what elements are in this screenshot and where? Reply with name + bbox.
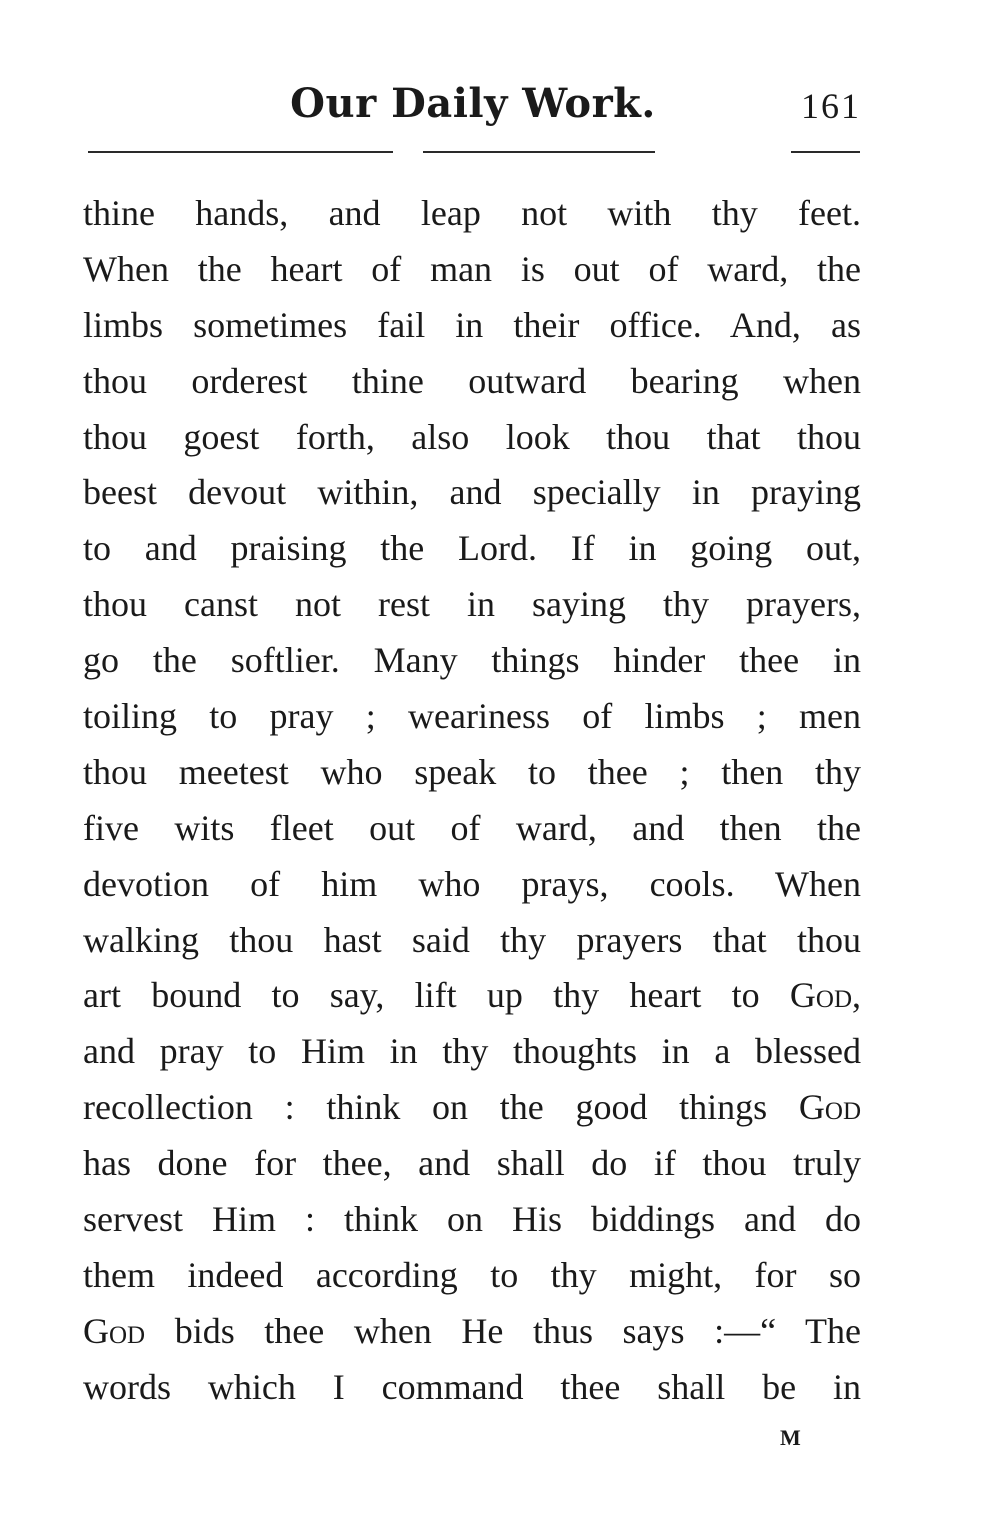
header-rule-segment [791, 151, 860, 153]
text-line: has done for thee, and shall do if thou truly [83, 1143, 861, 1184]
text-line: thou meetest who speak to thee ; then thy [83, 751, 861, 792]
running-title: Our Daily Work. [290, 80, 656, 127]
text-line: toiling to pray ; weariness of limbs ; men [83, 696, 861, 737]
text-line: them indeed according to thy might, for so [83, 1254, 861, 1295]
signature-mark: M [780, 1425, 801, 1450]
text-line: thou canst not rest in saying thy prayers, [83, 584, 861, 625]
text-line: recollection : think on the good things God [83, 1087, 861, 1128]
text-line: five wits fleet out of ward, and then the [83, 807, 861, 848]
running-head [85, 72, 861, 142]
text-line: thou goest forth, also look thou that thou [83, 416, 861, 457]
page-number: 161 [801, 86, 861, 126]
text-line: When the heart of man is out of ward, the [83, 248, 861, 289]
text-line: servest Him : think on His biddings and do [83, 1199, 861, 1240]
small-caps-word: God [798, 1087, 861, 1128]
text-line: beest devout within, and specially in praying [83, 472, 861, 513]
text-line: art bound to say, lift up thy heart to God, [83, 975, 861, 1016]
small-caps-word: God [789, 975, 852, 1016]
header-rule [88, 151, 860, 154]
text-line: words which I command thee shall be in [83, 1366, 861, 1407]
text-line: limbs sometimes fail in their office. And, as [83, 304, 861, 345]
text-line: to and praising the Lord. If in going out, [83, 528, 861, 569]
header-rule-segment [423, 151, 655, 153]
text-line: and pray to Him in thy thoughts in a blessed [83, 1031, 861, 1072]
small-caps-word: God [83, 1310, 146, 1351]
header-rule-segment [88, 151, 393, 153]
text-line: go the softlier. Many things hinder thee in [83, 640, 861, 681]
body-text [83, 186, 861, 1416]
text-line: devotion of him who prays, cools. When [83, 863, 861, 904]
text-line: thine hands, and leap not with thy feet. [83, 193, 861, 233]
text-line: God bids thee when He thus says :—“ The [83, 1310, 861, 1351]
text-line: thou orderest thine outward bearing when [83, 360, 861, 401]
text-line: walking thou hast said thy prayers that thou [83, 919, 861, 960]
